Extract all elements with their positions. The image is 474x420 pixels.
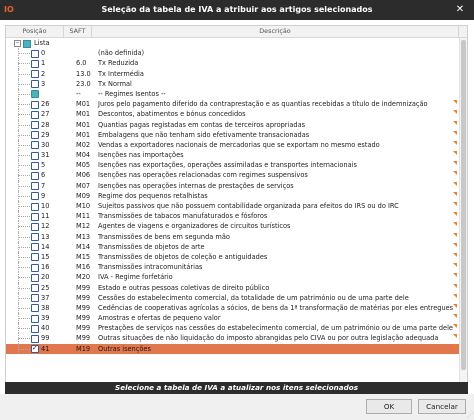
cell-position: 37 [41, 293, 50, 302]
row-checkbox[interactable] [31, 233, 39, 241]
table-row[interactable] [6, 252, 459, 262]
edit-flag-icon [453, 263, 457, 267]
table-row[interactable] [6, 89, 459, 99]
row-checkbox[interactable] [31, 304, 39, 312]
table-row[interactable] [6, 221, 459, 231]
cell-position: 1 [41, 59, 46, 68]
cell-saft: M14 [76, 242, 91, 251]
cell-saft: M99 [76, 303, 91, 312]
edit-flag-icon [453, 100, 457, 104]
table-row[interactable] [6, 170, 459, 180]
table-row[interactable] [6, 201, 459, 211]
cell-description: Tx Normal [98, 79, 132, 88]
cell-description: Transmissões de bens em segunda mão [98, 232, 230, 241]
edit-flag-icon [453, 345, 457, 349]
cell-description: Isenções nas exportações, operações assimiladas e transportes internacionais [98, 161, 357, 170]
cell-description: Quantias pagas registadas em contas de terceiros apropriadas [98, 120, 306, 129]
cell-description: Estado e outras pessoas coletivas de direito público [98, 283, 270, 292]
row-checkbox[interactable] [31, 294, 39, 302]
cell-position: 5 [41, 161, 46, 170]
row-checkbox[interactable] [31, 172, 39, 180]
cell-saft: M99 [76, 314, 91, 323]
cell-position: 7 [41, 181, 46, 190]
cell-saft: 13.0 [76, 69, 91, 78]
row-checkbox[interactable] [31, 80, 39, 88]
edit-flag-icon [453, 273, 457, 277]
table-row[interactable] [6, 272, 459, 282]
row-checkbox[interactable] [31, 141, 39, 149]
cell-description: Prestações de serviços nas cessões do estabelecimento comercial, de um património ou de uma parte dele [98, 324, 453, 333]
cell-description: Agentes de viagens e organizadores de circuitos turísticos [98, 222, 291, 231]
edit-flag-icon [453, 131, 457, 135]
table-row[interactable] [6, 79, 459, 89]
cell-saft: M01 [76, 130, 91, 139]
row-checkbox[interactable] [31, 162, 39, 170]
cell-saft: M99 [76, 334, 91, 343]
row-checkbox[interactable] [31, 284, 39, 292]
cell-position: 3 [41, 79, 46, 88]
cell-position: 0 [41, 49, 46, 58]
table-row[interactable] [6, 191, 459, 201]
cell-position: 26 [41, 100, 50, 109]
cell-saft: M09 [76, 191, 91, 200]
cell-position: 99 [41, 334, 50, 343]
cell-description: Juros pelo pagamento diferido da contraprestação e as quantias recebidas a título de indemnização [98, 100, 428, 109]
cell-saft: 6.0 [76, 59, 87, 68]
cell-saft: M19 [76, 344, 91, 353]
cell-saft: M02 [76, 140, 91, 149]
cell-description: Isenções nas operações internas de prestações de serviços [98, 181, 294, 190]
close-button[interactable]: ✕ [455, 4, 465, 15]
cell-position: 16 [41, 263, 50, 272]
edit-flag-icon [453, 121, 457, 125]
cell-saft: M13 [76, 232, 91, 241]
row-checkbox[interactable] [31, 101, 39, 109]
row-checkbox[interactable] [31, 335, 39, 343]
cell-saft: M99 [76, 283, 91, 292]
cell-position: 29 [41, 130, 50, 139]
cell-description: Outras situações de não liquidação do imposto abrangidas pelo CIVA ou por outra legislação adequada [98, 334, 439, 343]
cell-saft: M05 [76, 161, 91, 170]
row-checkbox[interactable] [31, 203, 39, 211]
cell-saft: M99 [76, 293, 91, 302]
ok-button[interactable]: OK [366, 399, 412, 414]
status-hint: Selecione a tabela de IVA a atualizar nos itens selecionados [5, 382, 468, 394]
row-checkbox[interactable] [31, 315, 39, 323]
edit-flag-icon [453, 212, 457, 216]
cell-description: (não definida) [98, 49, 145, 58]
edit-flag-icon [453, 294, 457, 298]
cell-saft: M01 [76, 110, 91, 119]
cell-position: 41 [41, 344, 50, 353]
table-row[interactable] [6, 130, 459, 140]
cell-saft: M04 [76, 151, 91, 160]
table-row[interactable] [6, 181, 459, 191]
cell-saft: M10 [76, 202, 91, 210]
cell-position: 9 [41, 191, 46, 200]
cell-saft: M11 [76, 212, 91, 221]
cell-position: 39 [41, 314, 50, 323]
app-logo-icon: IO [4, 5, 14, 14]
cell-position: 25 [41, 283, 50, 292]
row-checkbox[interactable] [31, 60, 39, 68]
row-checkbox[interactable] [31, 243, 39, 251]
row-checkbox[interactable] [31, 253, 39, 261]
table-row[interactable] [6, 150, 459, 160]
cell-description: Transmissões de objetos de coleção e antiguidades [98, 252, 268, 261]
title-bar [0, 0, 474, 20]
cell-saft: 23.0 [76, 79, 91, 88]
vat-table-grid [5, 25, 468, 383]
cell-position: 2 [41, 69, 46, 78]
cell-description: Transmissões de objetos de arte [98, 242, 205, 251]
edit-flag-icon [453, 233, 457, 237]
cell-description: Cessões do estabelecimento comercial, da totalidade de um património ou de uma parte dele [98, 293, 409, 302]
table-row[interactable] [6, 242, 459, 252]
cell-description: Outras isenções [98, 344, 151, 353]
table-row[interactable] [6, 293, 459, 303]
scrollbar-thumb[interactable] [461, 40, 466, 370]
column-header-description[interactable]: Descrição [92, 26, 459, 37]
table-row[interactable] [6, 232, 459, 242]
table-row[interactable] [6, 303, 459, 313]
cell-description: Amostras e ofertas de pequeno valor [98, 314, 221, 323]
cell-saft: M12 [76, 222, 91, 231]
cell-position: 11 [41, 212, 50, 221]
table-row[interactable] [6, 323, 459, 333]
cell-saft: -- [76, 89, 81, 98]
table-row[interactable] [6, 211, 459, 221]
cell-description: Embalagens que não tenham sido efetivamente transacionadas [98, 130, 310, 139]
edit-flag-icon [453, 314, 457, 318]
table-row[interactable] [6, 58, 459, 68]
row-checkbox[interactable] [31, 70, 39, 78]
cell-position: 10 [41, 202, 50, 210]
table-row[interactable] [6, 120, 459, 130]
tree-root-label: Lista [34, 39, 50, 47]
edit-flag-icon [453, 171, 457, 175]
row-checkbox[interactable] [31, 131, 39, 139]
dialog-title: Seleção da tabela de IVA a atribuir aos artigos selecionados [101, 5, 373, 14]
cell-position: 6 [41, 171, 46, 180]
cell-position: 28 [41, 120, 50, 129]
cell-position: 40 [41, 324, 50, 333]
cancel-button[interactable]: Cancelar [418, 399, 466, 414]
cell-position: 15 [41, 252, 50, 261]
edit-flag-icon [453, 182, 457, 186]
row-checkbox[interactable] [31, 111, 39, 119]
table-row[interactable] [6, 109, 459, 119]
table-row[interactable] [6, 344, 459, 354]
cell-description: Descontos, abatimentos e bónus concedidos [98, 110, 246, 119]
cell-position: 31 [41, 151, 50, 160]
cell-position: 12 [41, 222, 50, 231]
edit-flag-icon [453, 334, 457, 338]
cell-description: Vendas a exportadores nacionais de mercadorias que se exportam no mesmo estado [98, 140, 380, 149]
row-checkbox[interactable] [31, 223, 39, 231]
table-row[interactable] [6, 160, 459, 170]
cell-description: Transmissões intracomunitárias [98, 263, 203, 272]
row-checkbox[interactable] [31, 325, 39, 333]
dialog-footer [0, 394, 474, 420]
cell-description: -- Regimes Isentos -- [98, 89, 166, 98]
cell-saft: M01 [76, 120, 91, 129]
cell-saft: M15 [76, 252, 91, 261]
cell-description: Tx Intermédia [98, 69, 144, 78]
table-row[interactable] [6, 69, 459, 79]
row-checkbox[interactable] [31, 264, 39, 272]
edit-flag-icon [453, 304, 457, 308]
cell-position: 27 [41, 110, 50, 119]
edit-flag-icon [453, 141, 457, 145]
row-checkbox[interactable] [31, 121, 39, 129]
row-checkbox[interactable] [31, 152, 39, 160]
cell-description: Isenções nas operações relacionadas com regimes suspensivos [98, 171, 308, 180]
edit-flag-icon [453, 324, 457, 328]
edit-flag-icon [453, 222, 457, 226]
cell-description: Cedências de cooperativas agrícolas a sócios, de bens da 1ª transformação de matérias por eles entregues [98, 303, 454, 312]
edit-flag-icon [453, 243, 457, 247]
cell-saft: M16 [76, 263, 91, 272]
edit-flag-icon [453, 151, 457, 155]
cell-saft: M06 [76, 171, 91, 180]
cell-position: 20 [41, 273, 50, 282]
cell-saft: M20 [76, 273, 91, 282]
table-row[interactable] [6, 48, 459, 58]
table-row[interactable] [6, 140, 459, 150]
edit-flag-icon [453, 202, 457, 206]
table-row[interactable] [6, 262, 459, 272]
cell-description: Transmissões de tabacos manufaturados e fósforos [98, 212, 268, 221]
cell-saft: M01 [76, 100, 91, 109]
table-row[interactable] [6, 313, 459, 323]
vertical-scrollbar[interactable] [459, 38, 467, 382]
row-checkbox[interactable] [31, 182, 39, 190]
edit-flag-icon [453, 253, 457, 257]
group-icon [31, 90, 39, 98]
edit-flag-icon [453, 192, 457, 196]
tree-root-row[interactable] [6, 38, 459, 48]
column-header-position[interactable]: Posição [6, 26, 64, 37]
grid-rows [6, 38, 459, 354]
table-row[interactable] [6, 333, 459, 343]
edit-flag-icon [453, 161, 457, 165]
collapse-icon[interactable]: − [15, 40, 20, 46]
cell-position: 13 [41, 232, 50, 241]
cell-description: Isenções nas importações [98, 151, 184, 160]
table-row[interactable] [6, 283, 459, 293]
row-checkbox[interactable] [31, 50, 39, 58]
cell-description: Regime dos pequenos retalhistas [98, 191, 208, 200]
cell-saft: M07 [76, 181, 91, 190]
cell-description: IVA - Regime forfetário [98, 273, 173, 282]
cell-position: 38 [41, 303, 50, 312]
table-row[interactable] [6, 99, 459, 109]
cell-saft: M99 [76, 324, 91, 333]
row-checkbox[interactable] [31, 192, 39, 200]
cell-description: Tx Reduzida [98, 59, 139, 68]
cell-description: Sujeitos passivos que não possuem contabilidade organizada para efeitos do IRS ou do IRC [98, 202, 399, 210]
row-checkbox[interactable] [31, 274, 39, 282]
column-header-saft[interactable]: SAFT [64, 26, 92, 37]
row-checkbox[interactable] [31, 213, 39, 221]
resize-grip-icon[interactable]: ⋰ [467, 412, 473, 419]
edit-flag-icon [453, 110, 457, 114]
edit-flag-icon [453, 284, 457, 288]
cell-position: 14 [41, 242, 50, 251]
row-checkbox[interactable] [31, 345, 39, 353]
cell-position: 30 [41, 140, 50, 149]
list-folder-icon [23, 40, 31, 48]
grid-header [6, 26, 467, 38]
